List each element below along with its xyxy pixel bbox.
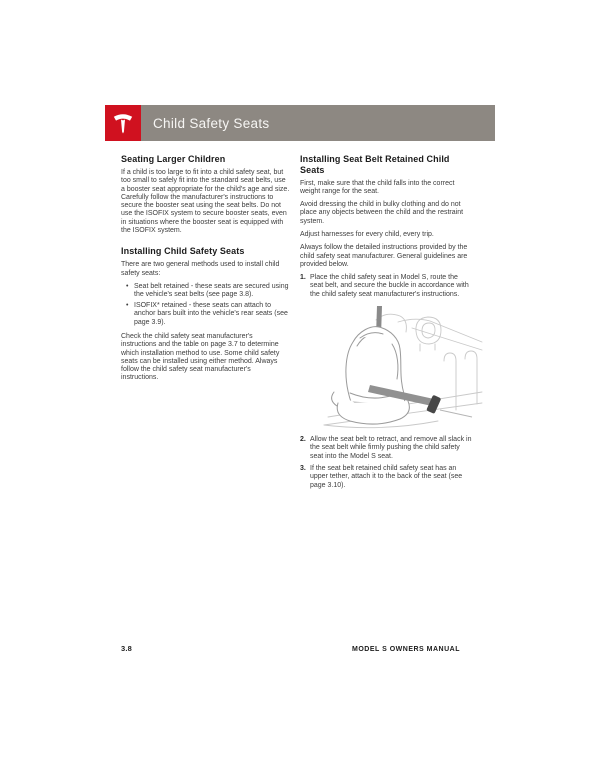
chapter-title: Child Safety Seats bbox=[153, 115, 270, 131]
manual-title: MODEL S OWNERS MANUAL bbox=[352, 646, 460, 653]
paragraph: First, make sure that the child falls into the correct weight range for the seat. bbox=[300, 179, 455, 195]
section-heading-seating-larger-children: Seating Larger Children bbox=[121, 154, 226, 164]
section-heading-installing-child-safety-seats: Installing Child Safety Seats bbox=[121, 246, 245, 257]
paragraph: Adjust harnesses for every child, every trip. bbox=[300, 230, 434, 238]
step-item bbox=[300, 465, 473, 490]
step-number: 3. bbox=[300, 464, 306, 472]
step-number: 1. bbox=[300, 274, 306, 282]
child-seat-installation-illustration bbox=[320, 304, 483, 432]
chapter-header bbox=[105, 105, 495, 141]
section-heading-installing-seat-belt-retained: Installing Seat Belt Retained Child Seats bbox=[300, 154, 450, 175]
list-item: • Seat belt retained - these seats are secured using the vehicle's seat belts (see page 3.8). bbox=[121, 283, 290, 300]
list-item: • ISOFIX* retained - these seats can attach to anchor bars built into the vehicle's rear seats (see page 3.9). bbox=[121, 302, 290, 327]
left-column bbox=[121, 154, 290, 494]
installation-steps-list bbox=[300, 274, 473, 490]
install-methods-list bbox=[121, 283, 290, 327]
chapter-title-bar bbox=[141, 105, 495, 141]
tesla-logo-icon bbox=[105, 105, 141, 141]
step-text: Allow the seat belt to retract, and remove all slack in the seat belt while firmly pushing the child safety seat into the Model S seat. bbox=[310, 436, 472, 460]
step-number: 2. bbox=[300, 436, 306, 444]
paragraph: Always follow the detailed instructions provided by the child safety seat manufacturer. General guidelines are provided below. bbox=[300, 244, 468, 268]
right-column bbox=[300, 154, 473, 494]
page-number: 3.8 bbox=[121, 644, 133, 653]
page-body bbox=[121, 154, 473, 494]
step-text: Place the child safety seat in Model S, route the seat belt, and secure the buckle in accordance with the child safety seat manufacturer's instructions. bbox=[310, 274, 469, 298]
page-footer bbox=[121, 644, 460, 653]
paragraph: If a child is too large to fit into a child safety seat, but too small to safely fit into the standard seat belts, use a booster seat appropriate for the child's age and size. Carefully follow the manufacturer's instructions to secure the booster seat using the seat belts. Do not use the ISOFIX system to secure booster seats, even in situations where the booster seat is equipped with the ISOFIX system. bbox=[121, 169, 290, 235]
paragraph: Check the child safety seat manufacturer's instructions and the table on page 3.7 to determine which installation method to use. Some child safety seats can be installed using either method. Always follow the child safety seat manufacturer's instructions. bbox=[121, 332, 280, 382]
paragraph: There are two general methods used to install child safety seats: bbox=[121, 261, 280, 277]
step-text: If the seat belt retained child safety seat has an upper tether, attach it to the back of the seat (see page 3.10). bbox=[310, 464, 463, 489]
step-item bbox=[300, 274, 473, 432]
paragraph: Avoid dressing the child in bulky clothing and do not place any objects between the child and the restraint system. bbox=[300, 201, 464, 225]
step-item bbox=[300, 436, 473, 461]
